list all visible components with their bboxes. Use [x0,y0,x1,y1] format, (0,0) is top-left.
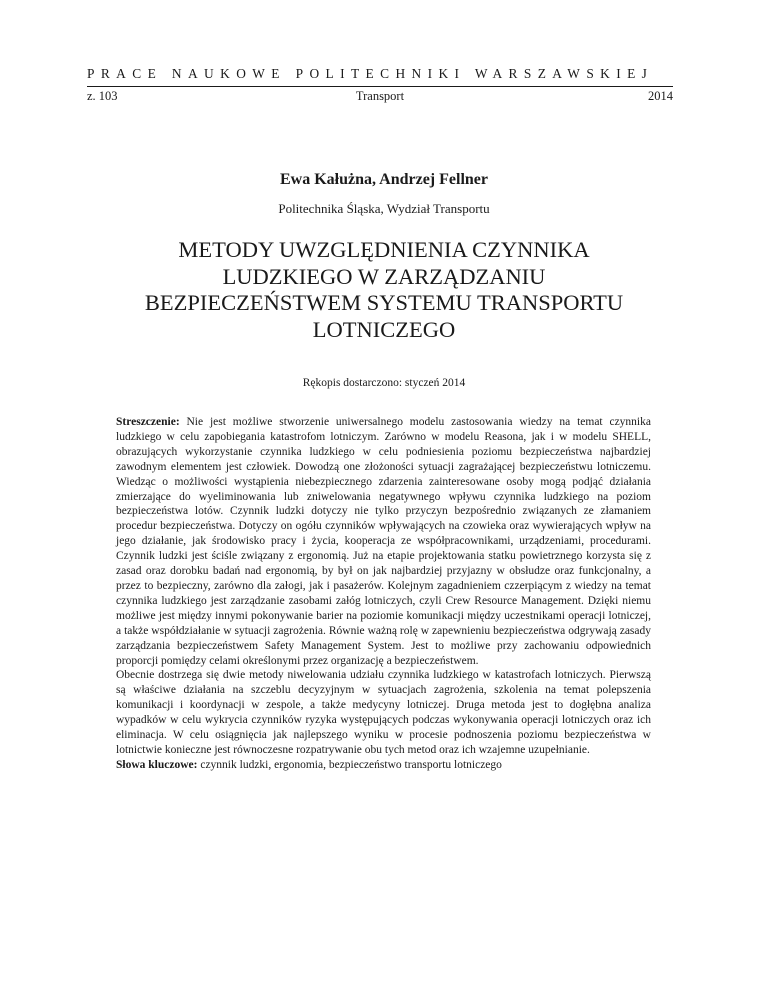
abstract [116,415,651,773]
authors: Ewa Kałużna, Andrzej Fellner [280,171,488,188]
keywords-text: czynnik ludzki, ergonomia, bezpieczeństwo transportu lotniczego [197,758,502,771]
title-line: LUDZKIEGO W ZARZĄDZANIU [222,263,546,289]
publication-year: 2014 [648,89,673,103]
abstract-paragraph [116,415,651,668]
keywords-label: Słowa kluczowe: [116,758,198,771]
abstract-text: Nie jest możliwe stworzenie uniwersalnego modelu zastosowania wiedzy na temat czynnika ludzkiego w celu zapobiegania katastrofom lotniczym. Zarówno w modelu Reasona, jak i w modelu SHELL, obrazujących wykorzystanie czynnika ludzkiego w celu podniesienia poziomu bezpieczeństwa najbardziej zawodnym elementem jest człowiek. Dowodzą one złożoności sytuacji zagrażającej bezpieczeństwu lotniczemu. Wiedząc o możliwości wystąpienia niebezpiecznego zdarzenia zainteresowane osoby mogą podjąć działania zmierzające do wyeliminowania lub zniwelowania negatywnego wpływu czynnika ludzkiego na poziom bezpieczeństwa lotów. Czynnik ludzki dotyczy nie tylko przyczyn bezpośrednio związanych ze złamaniem procedur bezpieczeństwa. Dotyczy on ogółu czynników wpływających na czowieka oraz wywierających wpływ na jego działanie, jak środowisko pracy i życia, kooperacja ze współpracownikami, urządzeniami, procedurami. Czynnik ludzki jest ściśle związany z ergonomią. Już na etapie projektowania statku powietrznego korzysta się z zasad oraz dorobku badań nad ergonomią, by był on jak najbardziej przyjazny w obsłudze oraz funkcjonalny, a przez to bezpieczny, zarówno dla załogi, jak i pasażerów. Kolejnym zagadnieniem czzerpiącym z wiedzy na temat czynnika ludzkiego jest zarządzanie zasobami załóg lotniczych, czyli Crew Resource Management. Dzięki niemu możliwe jest między innymi pokonywanie barier na poziomie komunikacji między uczestnikami operacji lotniczej, a także współdziałanie w sytuacji zagrożenia. Równie ważną rolę w zapewnieniu bezpieczeństwa odgrywają zasady zarządzania bezpieczeństwem Safety Management System. Jest to możliwe przy zachowaniu odpowiednich proporcji pomiędzy celami określonymi przez organizację a bezpieczeństwem. [116,416,651,667]
header-divider [87,86,673,87]
journal-section: Transport [355,89,405,103]
affiliation: Politechnika Śląska, Wydział Transportu [278,201,490,216]
abstract-label: Streszczenie: [116,416,180,428]
keywords [116,758,651,773]
journal-name: PRACE NAUKOWE POLITECHNIKI WARSZAWSKIEJ [87,66,654,81]
issue-number: z. 103 [87,89,118,103]
title-line: METODY UWZGLĘDNIENIA CZYNNIKA [178,237,590,262]
title-line: BEZPIECZEŃSTWEM SYSTEMU TRANSPORTU [144,290,624,315]
abstract-paragraph: Obecnie dostrzega się dwie metody niwelowania udziału czynnika ludzkiego w katastrofach lotniczych. Pierwszą są właściwe działania na szczeblu decyzyjnym w sytuacjach zagrożenia, szkolenia na temat polepszenia komunikacji i koordynacji w zespole, a także medycyny lotniczej. Druga metoda jest to dogłębna analiza wypadków w celu wykrycia czynników ryzyka występujących podczas wykonywania operacji lotniczych oraz ich eliminacja. W celu osiągnięcia jak najlepszego wyniku w procesie podnoszenia poziomu bezpieczeństwa w lotnictwie konieczne jest równoczesne rozpatrywanie obu tych metod oraz ich wzajemne uzupełnianie. [116,669,651,756]
received-date: Rękopis dostarczono: styczeń 2014 [302,377,466,389]
paper-title [80,237,688,343]
title-line: LOTNICZEGO [312,316,456,342]
